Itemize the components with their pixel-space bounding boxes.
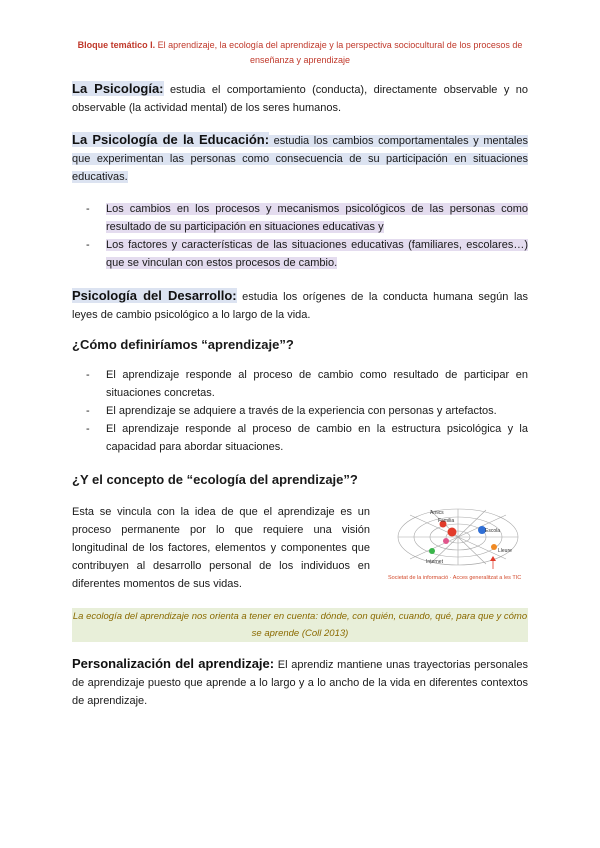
psicologia-desarrollo-term: Psicología del Desarrollo: [72,288,237,303]
label-right: Escola [485,528,501,534]
aprendizaje-list [72,366,528,456]
list-item [72,200,528,236]
personalizacion-paragraph [72,655,528,710]
header-text: El aprendizaje, la ecología del aprendizaje y la perspectiva sociocultural de los procesos de enseñanza y aprendizaje [155,40,523,65]
pink-node-icon [443,538,449,544]
psicologia-text: estudia el comportamiento (conducta), directamente observable y no observable (la actividad mental) de los seres humanos. [72,84,529,114]
label-left: Familia [438,518,455,524]
arrow-head-icon [490,556,496,561]
personalizacion-term: Personalización del aprendizaje: [72,656,275,671]
ecologia-paragraph: Esta se vincula con la idea de que el aprendizaje es un proceso permanente por lo que requiere una visión longitudinal de los factores, elementos y componentes que contribuyen al desarrollo personal de los individuos en diferentes momentos de sus vidas. [72,506,370,590]
label-top: Amics [430,510,444,516]
aprendizaje-heading: ¿Cómo definiríamos “aprendizaje”? [72,337,294,352]
ecology-web-figure [390,497,530,587]
list-item: - El aprendizaje responde al proceso de cambio en la estructura psicológica y la capacidad para abordar situaciones. [72,420,528,456]
psicologia-educacion-text: estudia los cambios comportamentales y mentales que experimentan las personas como consecuencia de su participación en situaciones educativas. [72,135,528,183]
psicologia-desarrollo-text: estudia los orígenes de la conducta humana según las leyes de cambio psicológico a lo largo de la vida. [72,291,529,321]
label-bottom: Internet [426,559,443,565]
green-node-icon [429,548,435,554]
orange-node-icon [491,544,497,550]
center-node-icon [448,528,457,537]
ecologia-heading: ¿Y el concepto de “ecología del aprendizaje”? [72,472,358,487]
list-item [72,236,528,272]
psicologia-desarrollo-paragraph [72,287,528,324]
list-item-text: Los factores y características de las situaciones educativas (familiares, escolares…) que se vinculan con estos procesos de cambio. [106,239,528,269]
spider-web-icon [398,509,518,565]
list-item-text: Los cambios en los procesos y mecanismos psicológicos de las personas como resultado de su participación en situaciones educativas y [106,203,528,233]
figure-caption: Societat de la informació · Acces generalitzat a les TIC [388,575,522,581]
header-bold: Bloque temático I. [77,40,156,50]
psicologia-educacion-paragraph [72,131,528,186]
personalizacion-text: El aprendiz mantiene unas trayectorias personales de aprendizaje puesto que aprende a lo largo y a lo ancho de la vida en diferentes contextos de aprendizaje. [72,659,528,707]
ecology-quote: La ecología del aprendizaje nos orienta a tener en cuenta: dónde, con quién, cuando, qué, para que y cómo se aprende (Coll 2013) [72,608,528,642]
psicologia-educacion-term: La Psicología de la Educación: [72,132,270,147]
label-far-right: Lleure [498,548,512,554]
psicologia-paragraph [72,80,528,117]
list-item: - El aprendizaje responde al proceso de cambio como resultado de participar en situaciones concretas. [72,366,528,402]
page-header [60,38,540,68]
list-item: - El aprendizaje se adquiere a través de la experiencia con personas y artefactos. [72,402,528,420]
psicologia-educacion-list [72,200,528,272]
psicologia-term: La Psicología: [72,81,164,96]
